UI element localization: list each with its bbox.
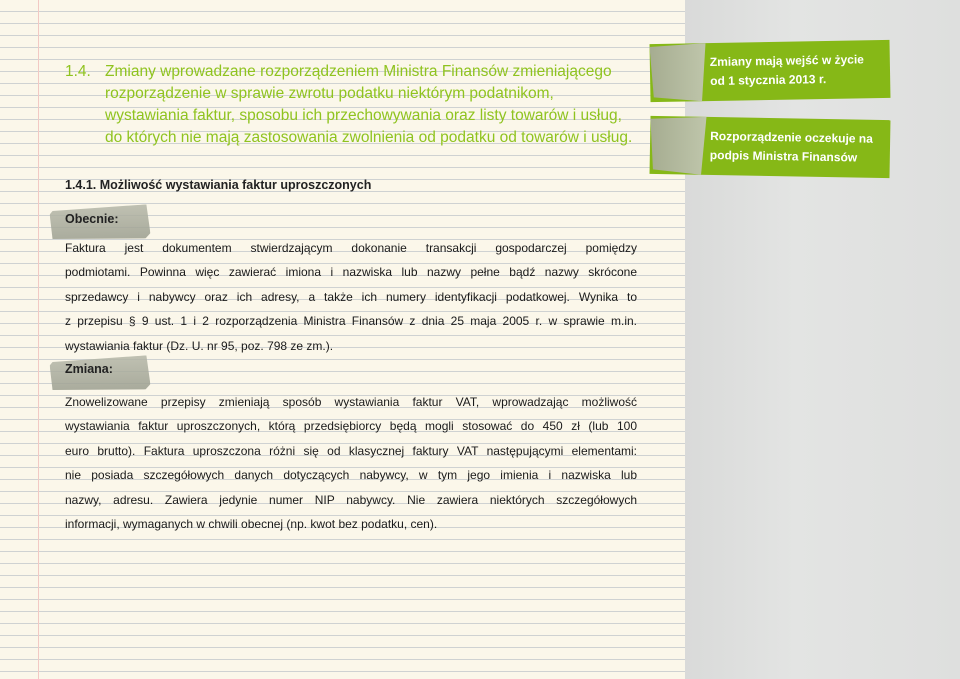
current-line: wystawiania faktur (Dz. U. nr 95, poz. 798 ze zm.).	[65, 338, 334, 353]
change-line: Znowelizowane przepisy zmieniają sposób wystawiania faktur VAT, wprowadzając możliwość	[65, 395, 637, 409]
section-heading	[65, 61, 641, 149]
note-line: Rozporządzenie oczekuje na	[710, 128, 873, 146]
heading-line-4: do których nie mają zastosowania zwolnienia od podatku od towarów i usług.	[105, 129, 633, 146]
current-paragraph	[65, 236, 637, 358]
heading-line-2: rozporządzenie w sprawie zwrotu podatku niektórym podatnikom,	[105, 85, 554, 102]
change-line: euro brutto). Faktura uproszczona różni się od klasycznej faktury VAT następującymi elementami:	[65, 443, 637, 458]
section-number: 1.4.	[65, 63, 91, 80]
current-line: Faktura jest dokumentem stwierdzającym dokonanie transakcji gospodarczej pomiędzy	[65, 241, 637, 255]
heading-line-3: wystawiania faktur, sposobu ich przechowywania oraz listy towarów i usług,	[105, 107, 622, 124]
note-line: podpis Ministra Finansów	[709, 147, 858, 165]
note-line: od 1 stycznia 2013 r.	[710, 72, 827, 89]
change-line: informacji, wymaganych w chwili obecnej (np. kwot bez podatku, cen).	[65, 517, 438, 532]
current-label: Obecnie:	[65, 212, 119, 226]
current-line: sprzedawcy i nabywcy oraz ich adresy, a także ich numery identyfikacji podatkowej. Wynika to	[65, 289, 637, 304]
change-line: wystawiania faktur uproszczonych, którą przedsiębiorcy będą mogli stosować do 450 zł (lub 100	[65, 419, 637, 434]
heading-line-1: Zmiany wprowadzane rozporządzeniem Ministra Finansów zmieniającego	[105, 63, 612, 80]
change-label: Zmiana:	[65, 362, 113, 376]
subsection-heading: 1.4.1. Możliwość wystawiania faktur uproszczonych	[65, 178, 372, 192]
change-line: nie posiada szczegółowych danych dotyczących nabywcy, w tym jego imienia i nazwiska lub	[65, 468, 637, 483]
note-effective-date	[650, 40, 891, 102]
change-line: nazwy, adresu. Zawiera jedynie numer NIP nabywcy. Nie zawiera niektórych szczegółowych	[65, 492, 637, 507]
note-awaiting-signature	[650, 116, 891, 178]
current-line: z przepisu § 9 ust. 1 i 2 rozporządzenia Ministra Finansów z dnia 25 maja 2005 r. w sprawie m.in.	[65, 314, 637, 329]
sidebar-panel	[685, 0, 960, 679]
change-paragraph	[65, 390, 637, 536]
note-line: Zmiany mają wejść w życie	[709, 52, 865, 70]
current-line: podmiotami. Powinna więc zawierać imiona i nazwiska lub nazwy pełne bądź nazwy skrócone	[65, 265, 637, 280]
